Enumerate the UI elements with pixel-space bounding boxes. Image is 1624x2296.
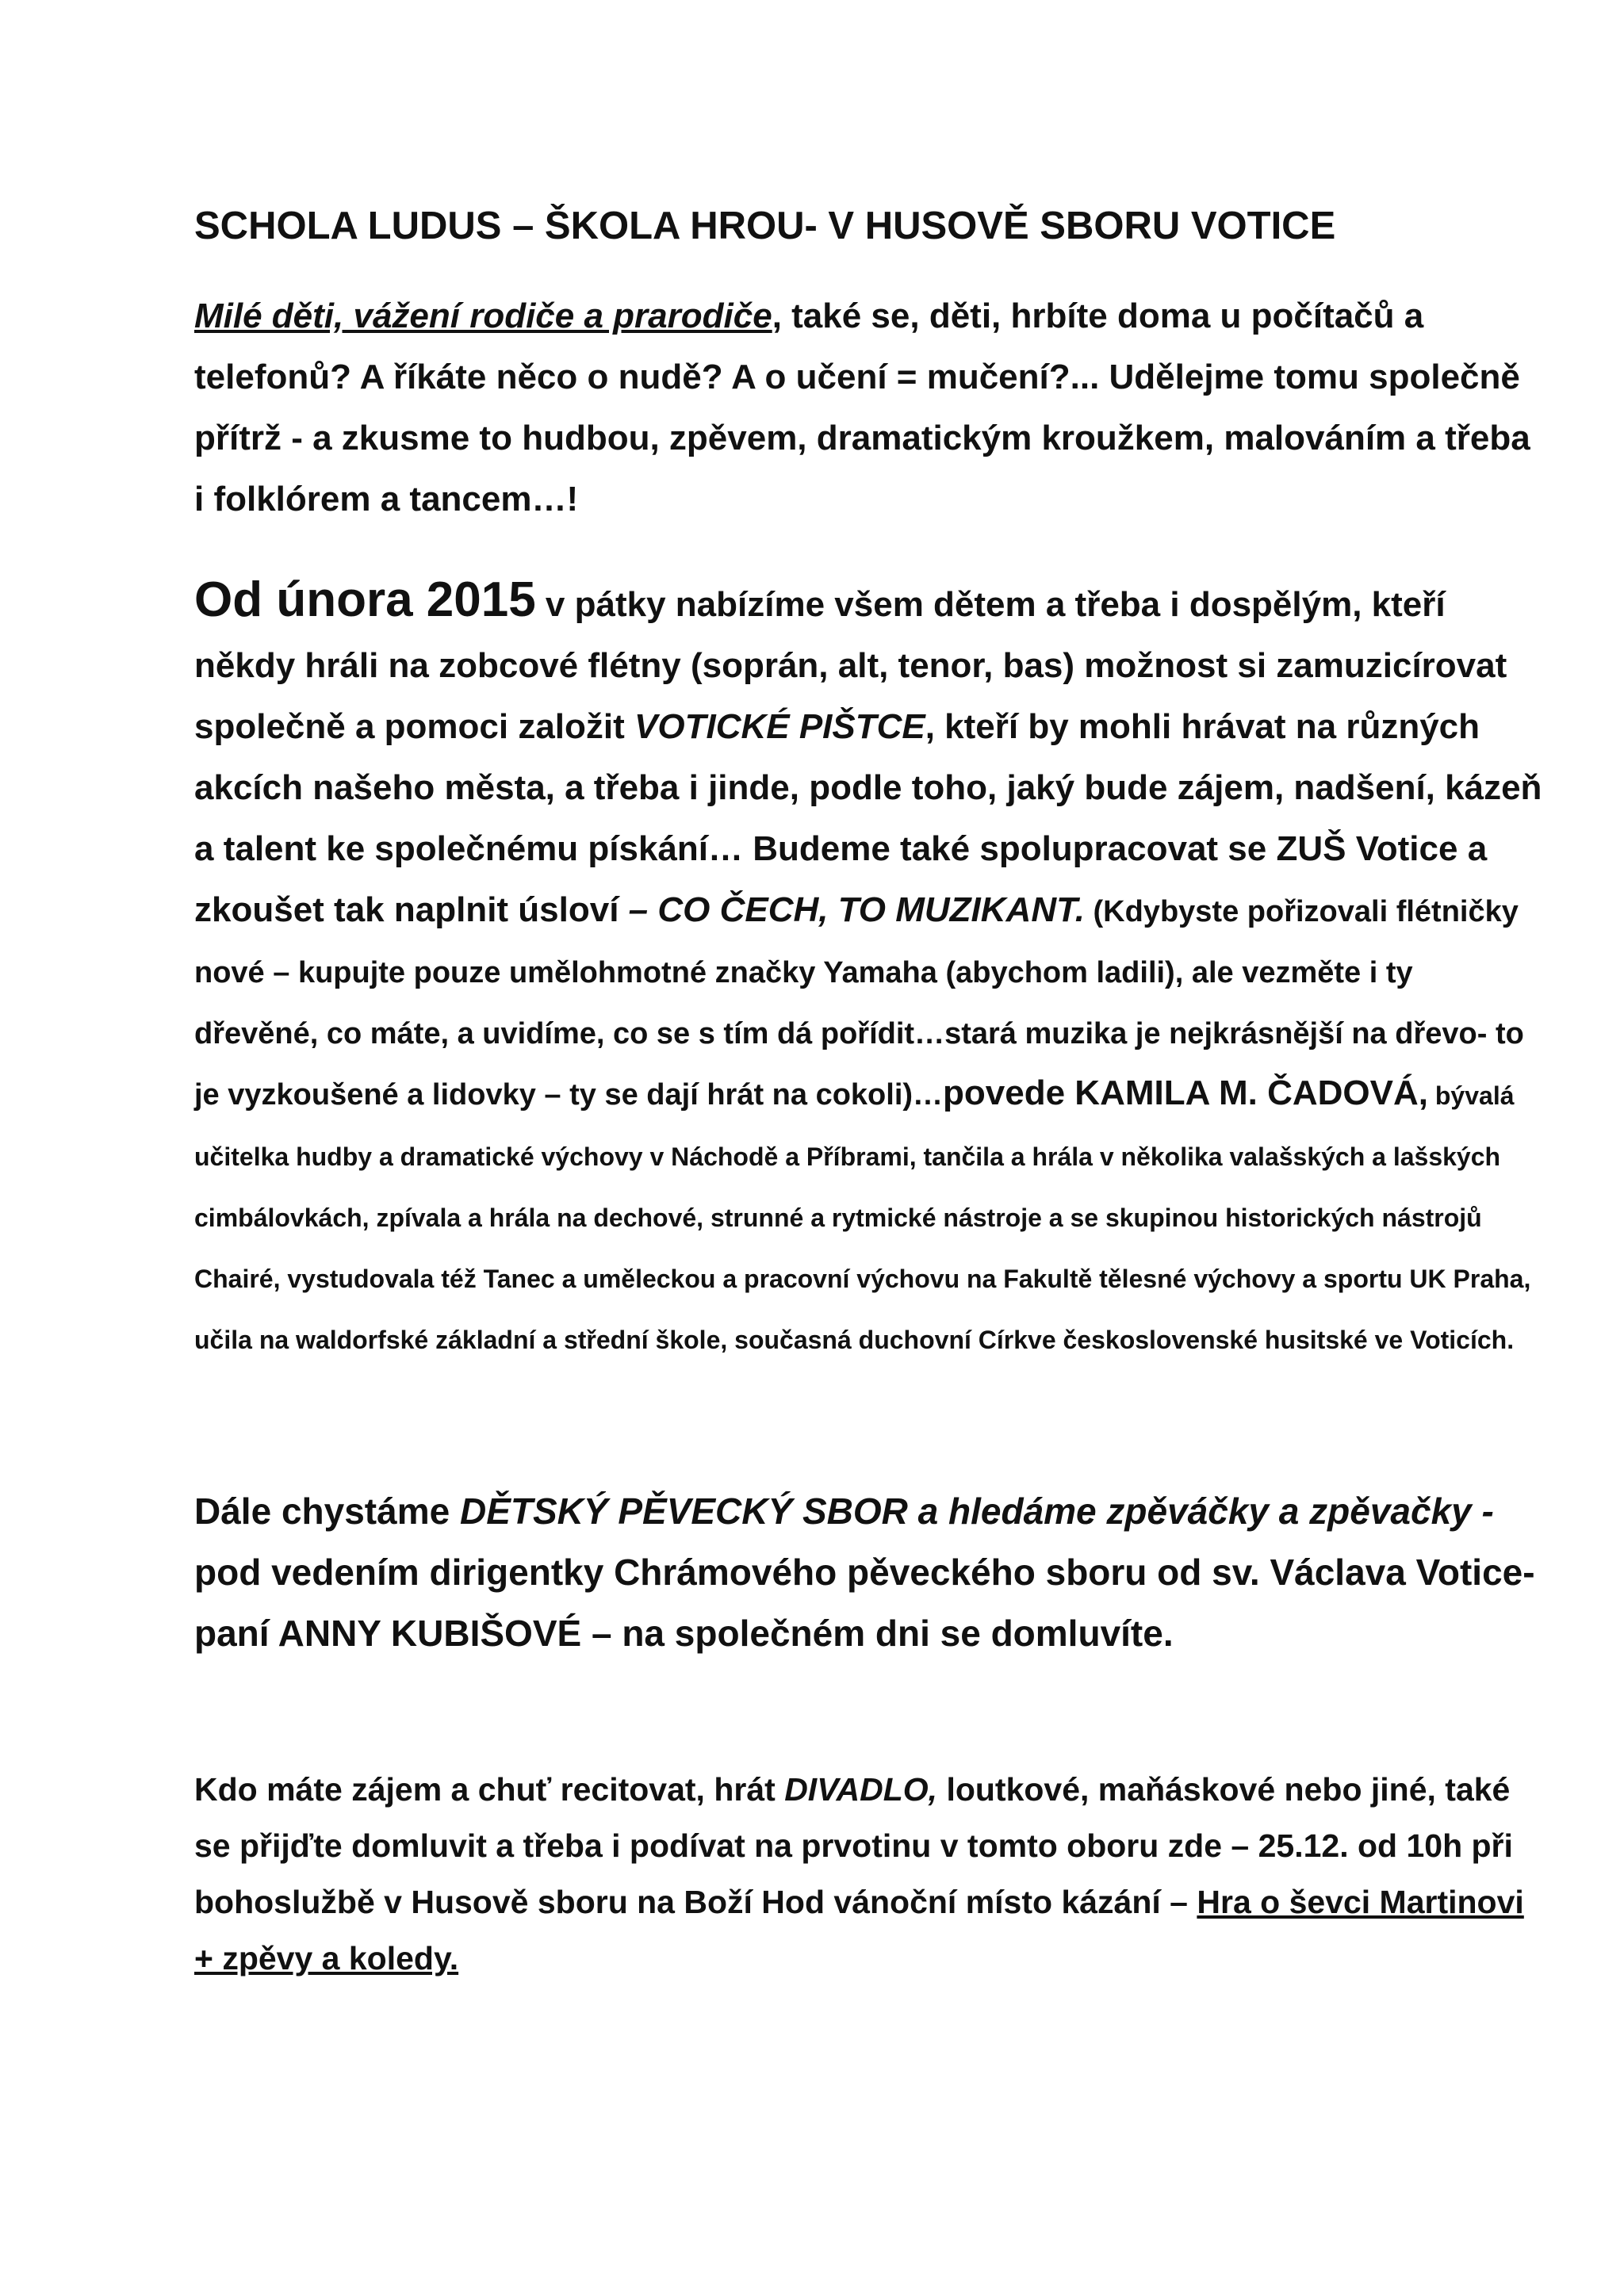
choir-name: DĚTSKÝ PĚVECKÝ SBOR a hledáme zpěváčky a zpěvačky - <box>459 1490 1494 1532</box>
choir-intro: Dále chystáme <box>194 1490 460 1532</box>
flute-text-4: pořizovali flétničky nové – kupujte pouze umělohmotné značky Yamaha (abychom ladili), ale vezměte i ty dřevěné, co máte, a uvidíme, co se s tím dá pořídit…stará muzika je nejkrásnější na dřevo- to je vyzkoušené a lidovky – ty se dají hrát na cokoli)… <box>194 895 1524 1112</box>
intro-paragraph <box>194 285 1542 530</box>
choir-text: pod vedením dirigentky Chrámového pěveckého sboru od sv. Václava Votice- paní ANNY KUBIŠOVÉ – na společném dni se domluvíte. <box>194 1552 1535 1654</box>
salutation: Milé děti, vážení rodiče a prarodiče <box>194 297 772 335</box>
choir-paragraph <box>194 1481 1542 1664</box>
theatre-text-1: Kdo máte zájem a chuť recitovat, hrát <box>194 1771 785 1808</box>
flute-paragraph <box>194 569 1542 1368</box>
theatre-text-2: loutkové, maňáskové nebo jiné, také se přijďte domluvit a třeba i podívat na prvotinu v tomto oboru zde – 25.12. od 10h při bohoslužbě v Husově sboru na Boží Hod vánoční místo kázání – <box>194 1771 1513 1920</box>
intro-text: , také se, děti, hrbíte doma u počítačů a telefonů? A říkáte něco o nudě? A o učení = mučení?... Udělejme tomu společně přítrž - a zkusme to hudbou, zpěvem, dramatickým kroužkem, malováním a třeba i folklórem a tancem…! <box>194 297 1530 519</box>
flute-text-1: v pátky nabízíme všem dětem a třeba i dospělým, kteří někdy hráli na zobcové flétny (soprán, alt, tenor, bas) možnost si zamuzicírovat společně a pomoci založit <box>194 585 1507 746</box>
theatre-paragraph <box>194 1762 1542 1987</box>
flute-text-2: , kteří by mohli hrávat na různých akcích našeho města, a třeba i jinde, podle toho, jaký bude zájem, nadšení, kázeň a talent ke společnému pískání… Budeme také spolupracovat se ZUŠ Votice a zkoušet tak naplnit úsloví <box>194 707 1542 929</box>
flute-text-3: (Kdybyste <box>1084 895 1239 928</box>
theatre-word: DIVADLO, <box>784 1771 938 1808</box>
leader: povede KAMILA M. ČADOVÁ, <box>943 1073 1428 1112</box>
ensemble-name: VOTICKÉ PIŠTCE <box>634 707 925 746</box>
flute-lead: Od února 2015 <box>194 572 536 627</box>
page-title: SCHOLA LUDUS – ŠKOLA HROU- V HUSOVĚ SBORU VOTICE <box>194 205 1336 247</box>
leader-bio: bývalá učitelka hudby a dramatické výchovy v Náchodě a Příbrami, tančila a hrála v několika valašských a lašských cimbálovkách, zpívala a hrála na dechové, strunné a rytmické nástroje a se skupinou historických nástrojů Chairé, vystudovala též Tanec a uměleckou a pracovní výchovu na Fakultě tělesné výchovy a sportu UK Praha, učila na waldorfské základní a střední škole, současná duchovní Církve československé husitské ve Voticích. <box>194 1081 1531 1354</box>
play-title: Hra o ševci Martinovi + zpěvy a koledy. <box>194 1884 1524 1976</box>
saying: – CO ČECH, TO MUZIKANT. <box>628 890 1085 929</box>
